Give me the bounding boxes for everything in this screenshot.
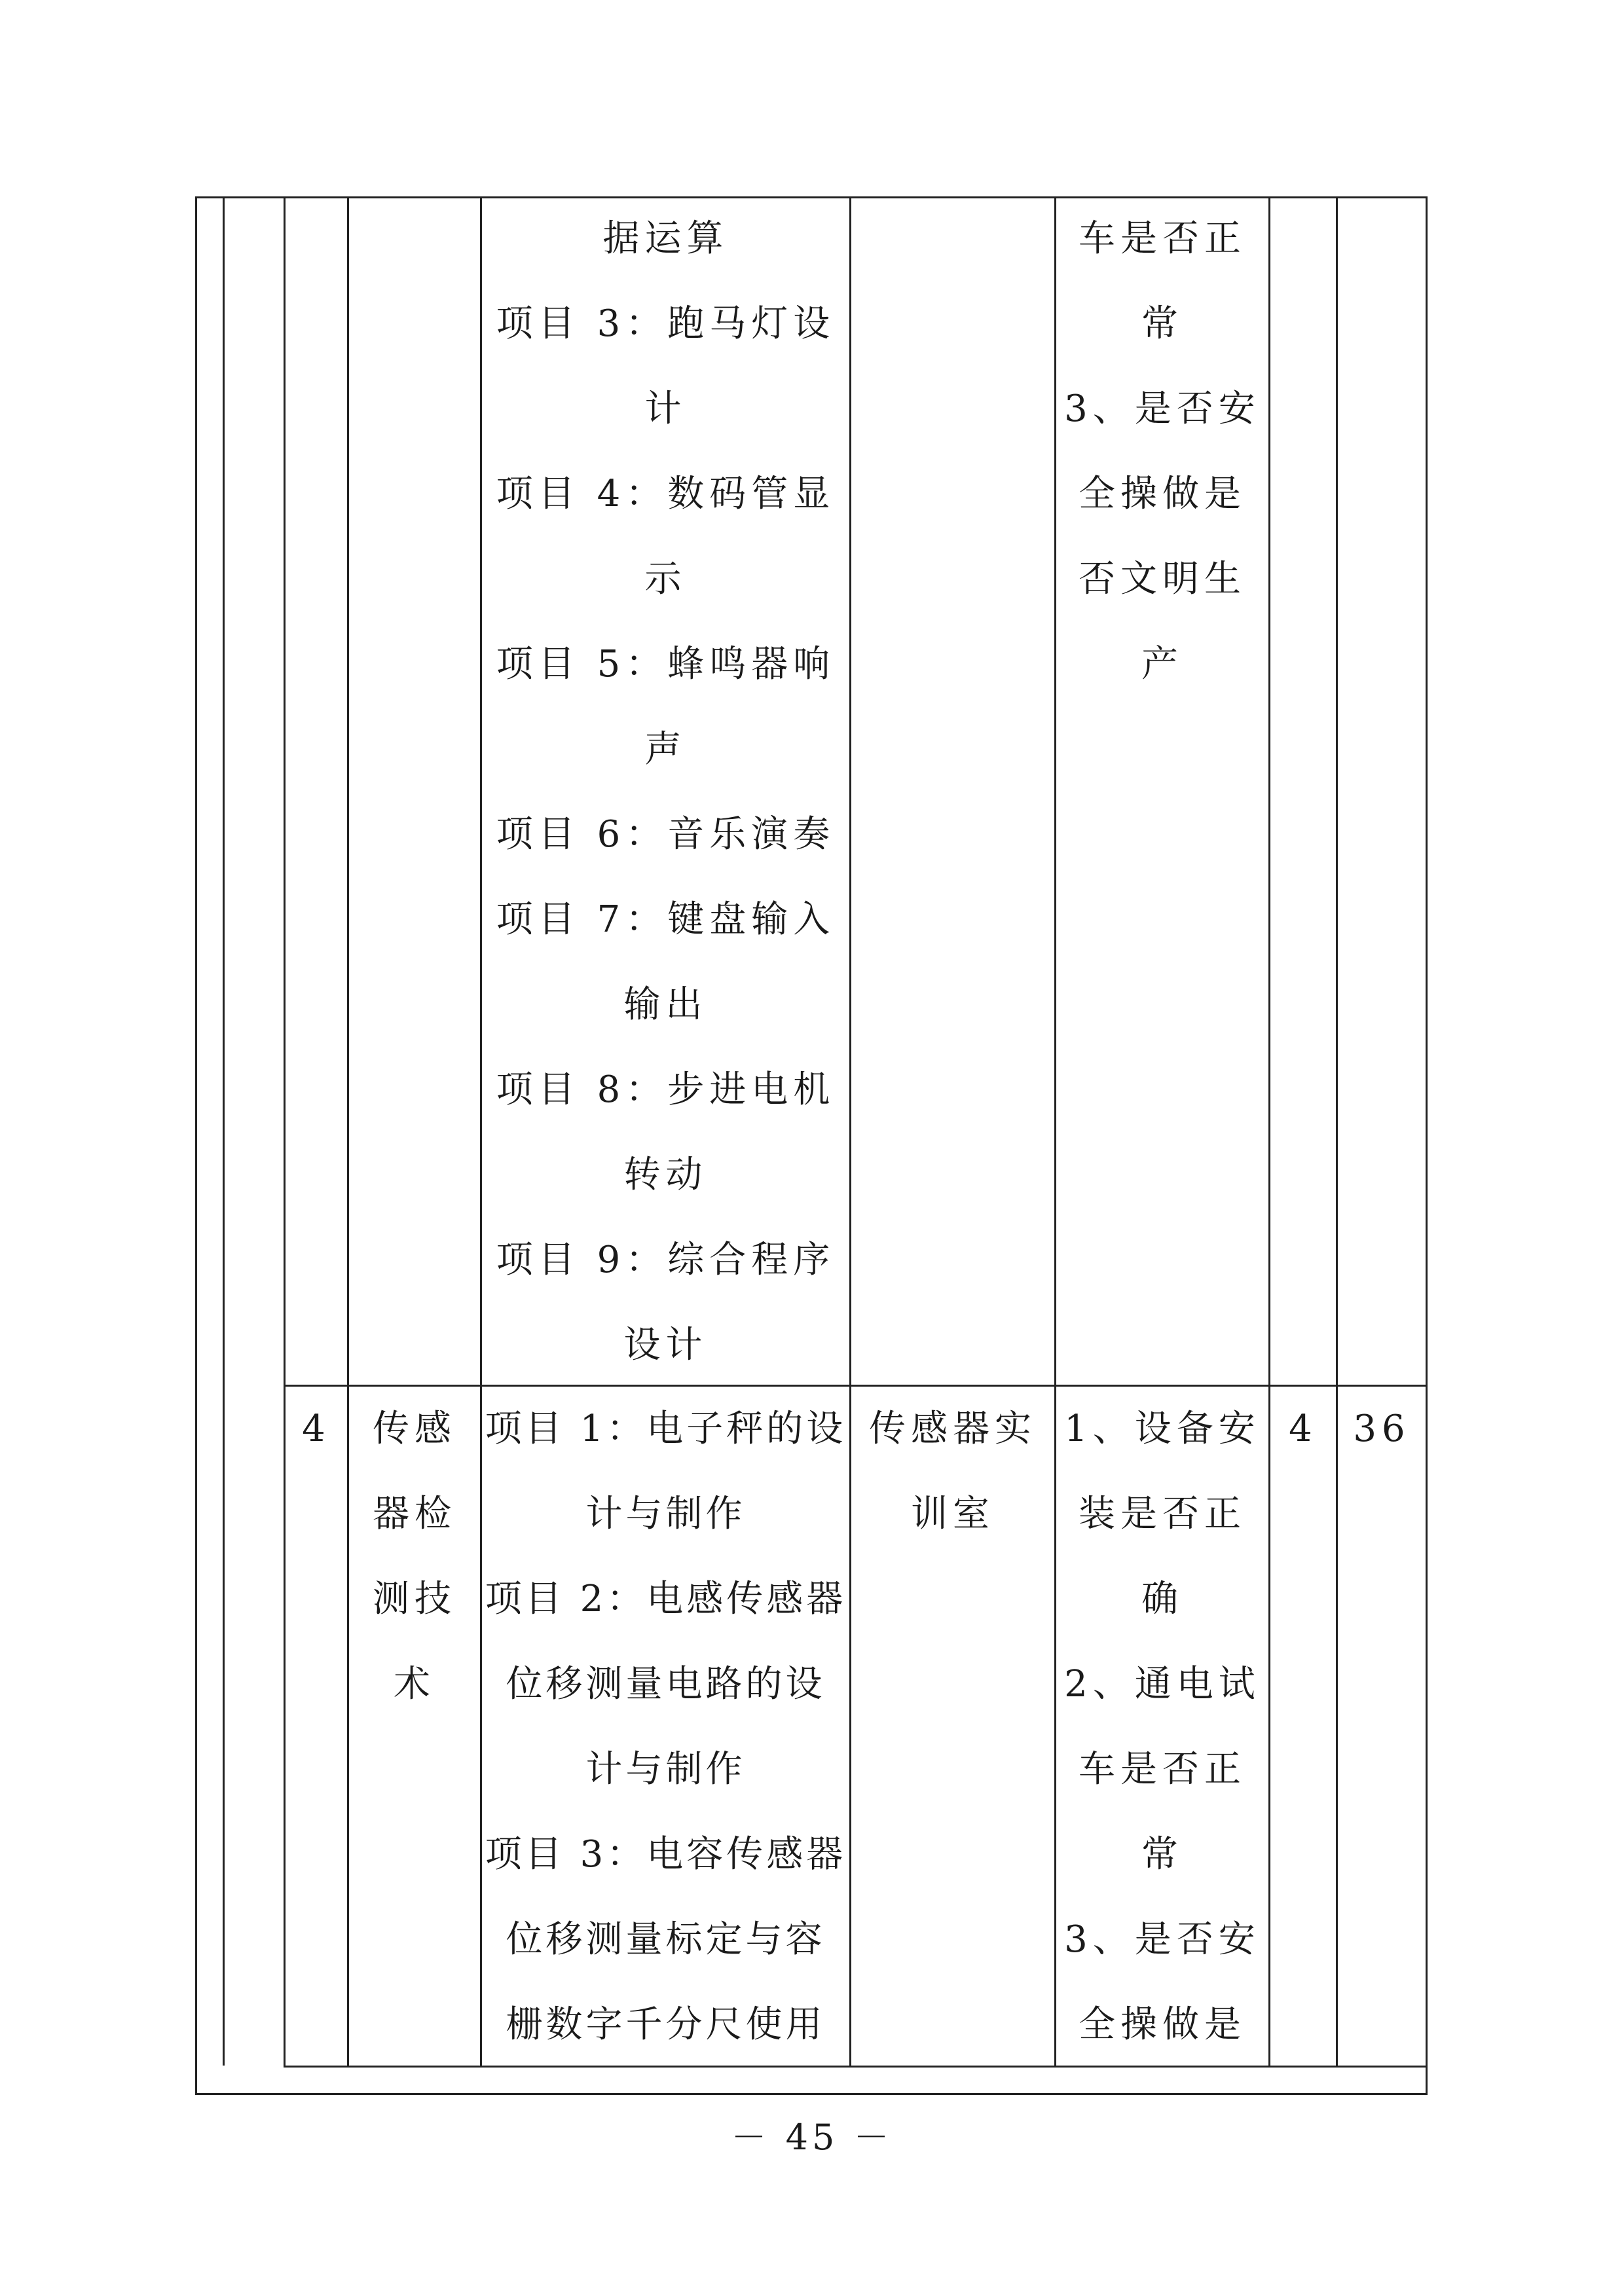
assessment-line: 全操做是: [1079, 473, 1246, 515]
assessment-line: 2、通电试: [1064, 1663, 1261, 1705]
row2-hours-cell: [1338, 1387, 1426, 1472]
assessment-line: 3、是否安: [1064, 388, 1261, 430]
content-line: 示: [644, 558, 687, 600]
content-line: 项目 3：电容传感器: [485, 1833, 847, 1876]
content-line: 项目 1：电子秤的设: [485, 1408, 847, 1450]
content-line: 位移测量标定与容: [506, 1918, 826, 1961]
content-line: 栅数字千分尺使用: [506, 2003, 826, 2046]
content-line: 项目 8：步进电机: [496, 1068, 836, 1111]
content-line: 位移测量电路的设: [506, 1663, 826, 1705]
content-line: 计与制作: [585, 1493, 746, 1535]
assessment-line: 装是否正: [1079, 1493, 1246, 1535]
content-line: 转动: [623, 1154, 708, 1196]
row2-content-cell: [482, 1387, 849, 2068]
assessment-line: 3、是否安: [1064, 1918, 1261, 1961]
assessment-line: 否文明生: [1079, 558, 1246, 600]
table-right-border: [1426, 196, 1428, 2095]
course-line: 器检: [373, 1493, 456, 1535]
course-line: 传感: [373, 1408, 456, 1450]
content-line: 项目 2：电感传感器: [485, 1578, 847, 1620]
content-line: 声: [644, 728, 687, 771]
content-line: 项目 5：蜂鸣器响: [496, 643, 836, 685]
row2-course-cell: [349, 1387, 480, 1727]
table-bottom-border: [195, 2093, 1428, 2095]
course-line: 术: [394, 1663, 435, 1705]
col-sep-1: [284, 196, 286, 2068]
row1-content-cell: [482, 196, 849, 1388]
course-line: 测技: [373, 1578, 456, 1620]
content-line: 计与制作: [585, 1748, 746, 1791]
binding-margin-line: [223, 196, 225, 2066]
col-sep-4: [849, 196, 851, 2068]
content-line: 设计: [623, 1324, 708, 1366]
content-line: 项目 9：综合程序: [496, 1239, 836, 1281]
assessment-line: 确: [1141, 1578, 1183, 1620]
assessment-line: 车是否正: [1079, 1748, 1246, 1791]
weeks-value: 4: [1289, 1408, 1318, 1450]
col-sep-7: [1336, 196, 1338, 2068]
assessment-line: 常: [1141, 1833, 1183, 1876]
venue-line: 训室: [911, 1493, 995, 1535]
assessment-line: 车是否正: [1079, 217, 1246, 260]
content-line: 输出: [623, 983, 708, 1026]
page-number: － 45 －: [731, 2117, 893, 2158]
content-line: 项目 4：数码管显: [496, 473, 836, 515]
venue-line: 传感器实: [869, 1408, 1037, 1450]
assessment-line: 产: [1141, 643, 1183, 685]
table-left-border: [195, 196, 197, 2095]
row2-weeks-cell: [1270, 1387, 1336, 1472]
assessment-line: 1、设备安: [1064, 1408, 1261, 1450]
content-line: 项目 3：跑马灯设: [496, 302, 836, 345]
row2-assessment-cell: [1056, 1387, 1268, 2068]
row2-venue-cell: [851, 1387, 1054, 1557]
col-sep-2: [347, 196, 349, 2068]
assessment-line: 全操做是: [1079, 2003, 1246, 2046]
assessment-line: 常: [1141, 302, 1183, 345]
col-sep-6: [1268, 196, 1270, 2068]
row1-assessment-cell: [1056, 196, 1268, 707]
content-line: 项目 6：音乐演奏: [496, 813, 836, 856]
content-line: 项目 7：键盘输入: [496, 898, 836, 941]
hours-value: 36: [1353, 1408, 1411, 1450]
content-line: 据运算: [602, 217, 729, 260]
row2-index-cell: [286, 1387, 347, 1472]
row-index: 4: [302, 1408, 331, 1450]
content-line: 计: [644, 388, 687, 430]
